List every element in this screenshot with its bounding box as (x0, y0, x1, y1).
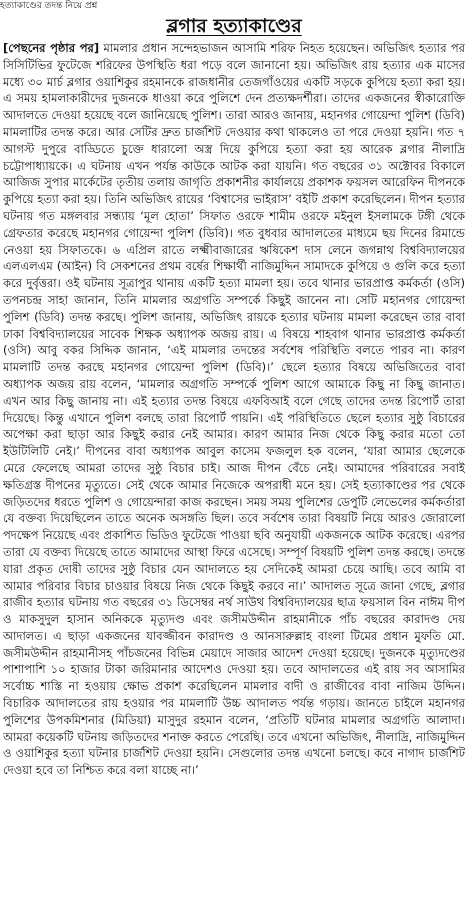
cropped-header-strip: হত্যাকাণ্ডের তদন্ত নিয়ে প্রশ্ন (0, 1, 98, 11)
article-paragraph (3, 40, 465, 779)
continued-from-back-page-label: [পেছনের পৃষ্ঠার পর] (3, 41, 100, 55)
article-title: ব্লগার হত্যাকাণ্ডের (166, 15, 302, 37)
article-text: মামলার প্রধান সন্দেহভাজন আসামি শরিফ নিহত হয়েছেন। অভিজিৎ হত্যার পর সিসিটিভির ফুটেজে শরিফের উপস্থিতি ধরা পড়ে বলে জানানো হয়। অভিজিৎ রায় হত্যার এক মাসের মধ্যে ৩০ মার্চ ব্লগার ওয়াশিকুর রহমানকে রাজধানীর তেজগাঁওয়ের একটি সড়কে কুপিয়ে হত্যা করা হয়। এ সময় হামলাকারীদের দুজনকে ধাওয়া করে পুলিশে দেন প্রত্যক্ষদর্শীরা। তাদের একজনের স্বীকারোক্তি আদালতে দেওয়া হয়েছে বলে জানিয়েছে পুলিশ। তারা আরও জানায়, মহানগর গোয়েন্দা পুলিশ (ডিবি) মামলাটির তদন্ত করে। আর সেটির দ্রুত চার্জশিট দেওয়ার কথা থাকলেও তা পরে দেওয়া হয়নি। গত ৭ আগস্ট দুপুরে বাড্ডিতে চুক্তে ধারালো অস্ত্র দিয়ে কুপিয়ে হত্যা করা হয় আরেক ব্লগার নীলাদ্রি চট্টোপাধ্যায়কে। এ ঘটনায় এখন পর্যন্ত কাউকে আটক করা যায়নি। গত বছরের ৩১ অক্টোবর বিকালে আজিজ সুপার মার্কেটের তৃতীয় তলায় জাগৃতি প্রকাশনীর কার্যালয়ে প্রকাশক ফয়সল আরেফিন দীপনকে কুপিয়ে হত্যা করা হয়। তিনি অভিজিৎ রায়ের ‘বিশ্বাসের ভাইরাস’ বইটি প্রকাশ করেছিলেন। দীপন হত্যার ঘটনায় গত মঙ্গলবার সন্ধ্যায় ‘মূল হোতা’ সিফাত ওরফে শামীম ওরফে মইনুল ইসলামকে টঙ্গী থেকে গ্রেফতার করেছে মহানগর গোয়েন্দা পুলিশ (ডিবি)। গত বুধবার আদালতের মাধ্যমে ছয় দিনের রিমান্ডে নেওয়া হয় সিফাতকে। ৬ এপ্রিল রাতে লক্ষ্মীবাজারের ঋষিকেশ দাস লেনে জগন্নাথ বিশ্ববিদ্যালয়ের এলএলএম (আইন) বি সেকশনের প্রথম বর্ষের শিক্ষার্থী নাজিমুদ্দিন সামাদকে কুপিয়ে ও গুলি করে হত্যা করে দুর্বৃত্তরা। ওই ঘটনায় সূত্রাপুর থানায় একটি হত্যা মামলা হয়। তবে থানার ভারপ্রাপ্ত কর্মকর্তা (ওসি) তপনচন্দ্র সাহা জানান, তিনি মামলার অগ্রগতি সম্পর্কে কিছুই জানেন না। সেটি মহানগর গোয়েন্দা পুলিশ (ডিবি) তদন্ত করছে। পুলিশ জানায়, অভিজিৎ রায়কে হত্যার ঘটনায় মামলা করেছেন তার বাবা ঢাকা বিশ্ববিদ্যালয়ের সাবেক শিক্ষক অধ্যাপক অজয় রায়। এ বিষয়ে শাহবাগ থানার ভারপ্রাপ্ত কর্মকর্তা (ওসি) আবু বকর সিদ্দিক জানান, ‘এই মামলার তদন্তের সর্বশেষ পরিস্থিতি বলতে পারব না। কারণ মামলাটি তদন্ত করছে মহানগর গোয়েন্দা পুলিশ (ডিবি)।’ ছেলে হত্যার বিষয়ে অভিজিতের বাবা অধ্যাপক অজয় রায় বলেন, ‘মামলার অগ্রগতি সম্পর্কে পুলিশ আগে আমাকে কিছু না কিছু জানাত। এখন আর কিছু জানায় না। এই হত্যার তদন্ত বিষয়ে এফবিআই বলে গেছে তাদের তদন্ত রিপোর্ট তারা দিয়েছে। কিন্তু এখানে পুলিশ বলছে তারা রিপোর্ট পায়নি। এই পরিস্থিতিতে ছেলে হত্যার সুষ্ঠু বিচারের অপেক্ষা করা ছাড়া আর কিছুই করার নেই আমার। কারণ আমার নিজ থেকে কিছু করার মতো তো ইউটিলিটি নেই।’ দীপনের বাবা অধ্যাপক আবুল কাসেম ফজলুল হক বলেন, ‘যারা আমার ছেলেকে মেরে ফেলেছে আমরা তাদের সুষ্ঠু বিচার চাই। আজ দীপন বেঁচে নেই। আমাদের পরিবারের সবাই ক্ষতিগ্রস্ত দীপনের মৃত্যুতে। সেই থেকে আমার নিজেকে অপরাধী মনে হয়। সেই হত্যাকাণ্ডের পর থেকে জড়িতদের ধরতে পুলিশ ও গোয়েন্দারা কাজ করছেন। সময় সময় পুলিশের ডেপুটি লেভেলের কর্মকর্তারা যে বক্তব্য দিয়েছিলেন তাতে অনেক অসঙ্গতি ছিল। তবে সর্বশেষ তারা বিষয়টি নিয়ে আরও জোরালো পদক্ষেপ নিয়েছে এবং প্রকাশিত ভিডিও ফুটেজে পাওয়া ছবি অনুযায়ী একজনকে আটক করেছে। এরপর তারা যে বক্তব্য দিয়েছে তাতে আমাদের আস্থা ফিরে এসেছে। সম্পূর্ণ বিষয়টি পুলিশ তদন্ত করছে। তদন্তে যারা প্রকৃত দোষী তাদের সুষ্ঠু বিচার যেন আদালতে হয় সেদিকেই আমরা চেয়ে আছি। তবে আমি বা আমার পরিবার বিচার চাওয়ার বিষয়ে নিজ থেকে কিছুই করবে না।’ আদালত সূত্রে জানা গেছে, ব্লগার রাজীব হত্যার ঘটনায় গত বছরের ৩১ ডিসেম্বর নর্থ সাউথ বিশ্ববিদ্যালয়ের ছাত্র ফয়সাল বিন নাঈম দীপ ও মাকসুদুল হাসান অনিককে মৃত্যুদণ্ড এবং জসীমউদ্দীন রাহমানীকে পাঁচ বছরের কারাদণ্ড দেয় আদালত। এ ছাড়া একজনের যাবজ্জীবন কারাদণ্ড ও আনসারুল্লাহ বাংলা টিমের প্রধান মুফতি মো. জসীমউদ্দীন রাহমানীসহ পাঁচজনের বিভিন্ন মেয়াদে সাজার আদেশ দেওয়া হয়েছে। দুজনকে মৃত্যুদণ্ডের পাশাপাশি ১০ হাজার টাকা জরিমানার আদেশও দেওয়া হয়। তবে আদালতের এই রায় সব আসামির সর্বোচ্চ শাস্তি না হওয়ায় ক্ষোভ প্রকাশ করেছিলেন মামলার বাদী ও রাজীবের বাবা নাজিম উদ্দিন। বিচারিক আদালতের রায় হওয়ার পর মামলাটি উচ্চ আদালত পর্যন্ত গড়ায়। জানতে চাইলে মহানগর পুলিশের উপকমিশনার (মিডিয়া) মাসুদুর রহমান বলেন, ‘প্রতিটি ঘটনার মামলার অগ্রগতি আলাদা। আমরা কয়েকটি ঘটনায় জড়িতদের শনাক্ত করতে পেরেছি। তবে এখনো অভিজিৎ, নীলাদ্রি, নাজিমুদ্দিন ও ওয়াশিকুর হত্যা ঘটনার চার্জশিট দেওয়া হয়নি। সেগুলোর তদন্ত এখনো চলছে। কবে নাগাদ চার্জশিট দেওয়া হবে তা নিশ্চিত করে বলা যাচ্ছে না।’ (3, 41, 465, 778)
article-body (3, 40, 465, 912)
